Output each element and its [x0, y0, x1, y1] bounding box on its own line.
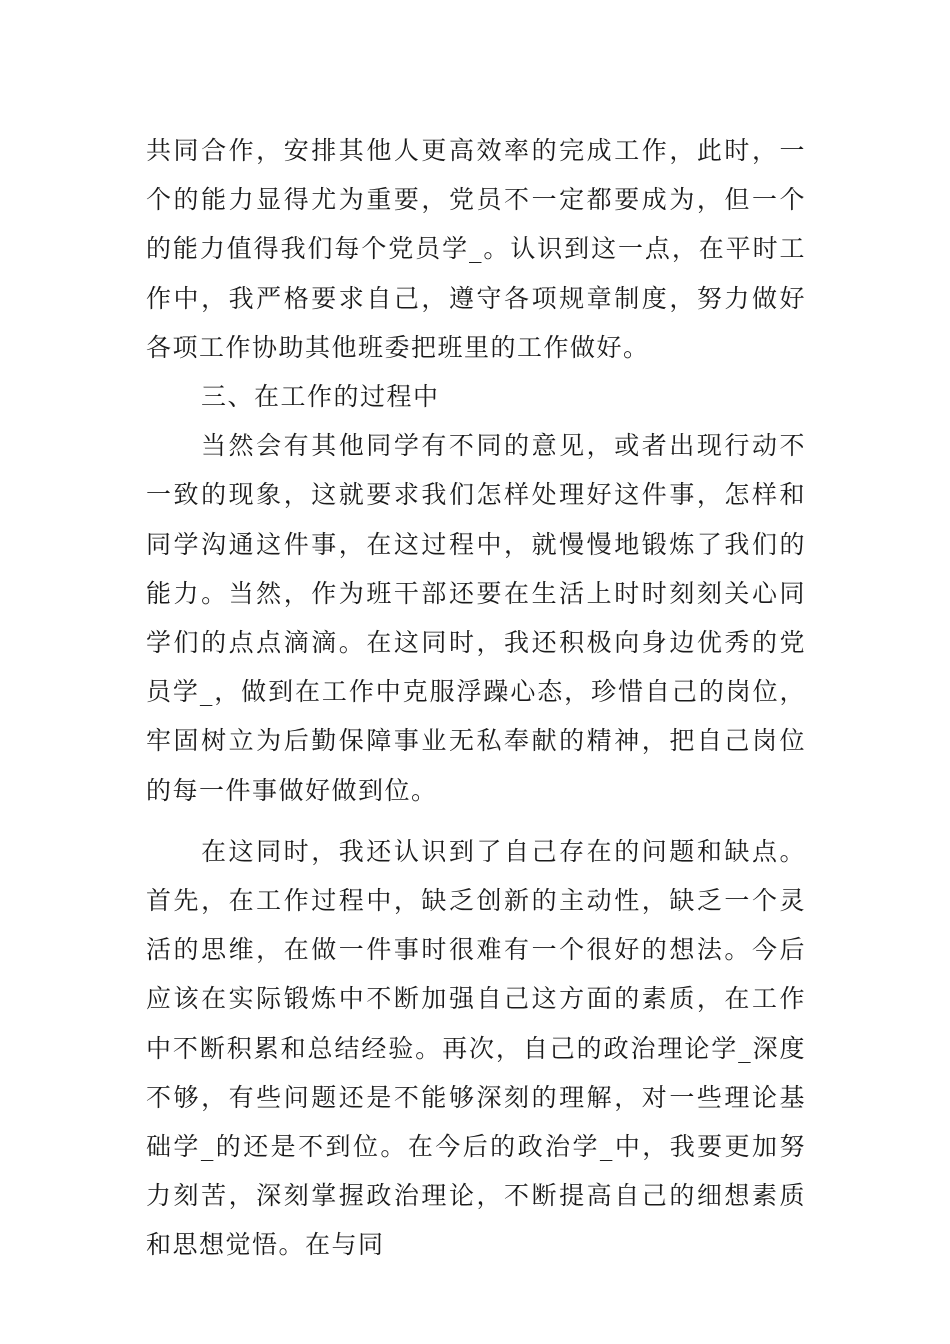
document-body [146, 126, 806, 1270]
paragraph-shortcomings: 在这同时，我还认识到了自己存在的问题和缺点。首先，在工作过程中，缺乏创新的主动性，缺乏一个灵活的思维，在做一件事时很难有一个很好的想法。今后应该在实际锻炼中不断加强自己这方面的素质，在工作中不断积累和总结经验。再次，自己的政治理论学_深度不够，有些问题还是不能够深刻的理解，对一些理论基础学_的还是不到位。在今后的政治学_中，我要更加努力刻苦，深刻掌握政治理论，不断提高自己的细想素质和思想觉悟。在与同 [146, 836, 806, 1260]
paragraph-continuation: 共同合作，安排其他人更高效率的完成工作，此时，一个的能力显得尤为重要，党员不一定都要成为，但一个的能力值得我们每个党员学_。认识到这一点，在平时工作中，我严格要求自己，遵守各项规章制度，努力做好各项工作协助其他班委把班里的工作做好。 [146, 136, 806, 362]
section-heading: 三、在工作的过程中 [201, 382, 440, 412]
paragraph-work-process: 当然会有其他同学有不同的意见，或者出现行动不一致的现象，这就要求我们怎样处理好这件事，怎样和同学沟通这件事，在这过程中，就慢慢地锻炼了我们的能力。当然，作为班干部还要在生活上时时刻刻关心同学们的点点滴滴。在这同时，我还积极向身边优秀的党员学_，做到在工作中克服浮躁心态，珍惜自己的岗位，牢固树立为后勤保障事业无私奉献的精神，把自己岗位的每一件事做好做到位。 [146, 431, 806, 805]
